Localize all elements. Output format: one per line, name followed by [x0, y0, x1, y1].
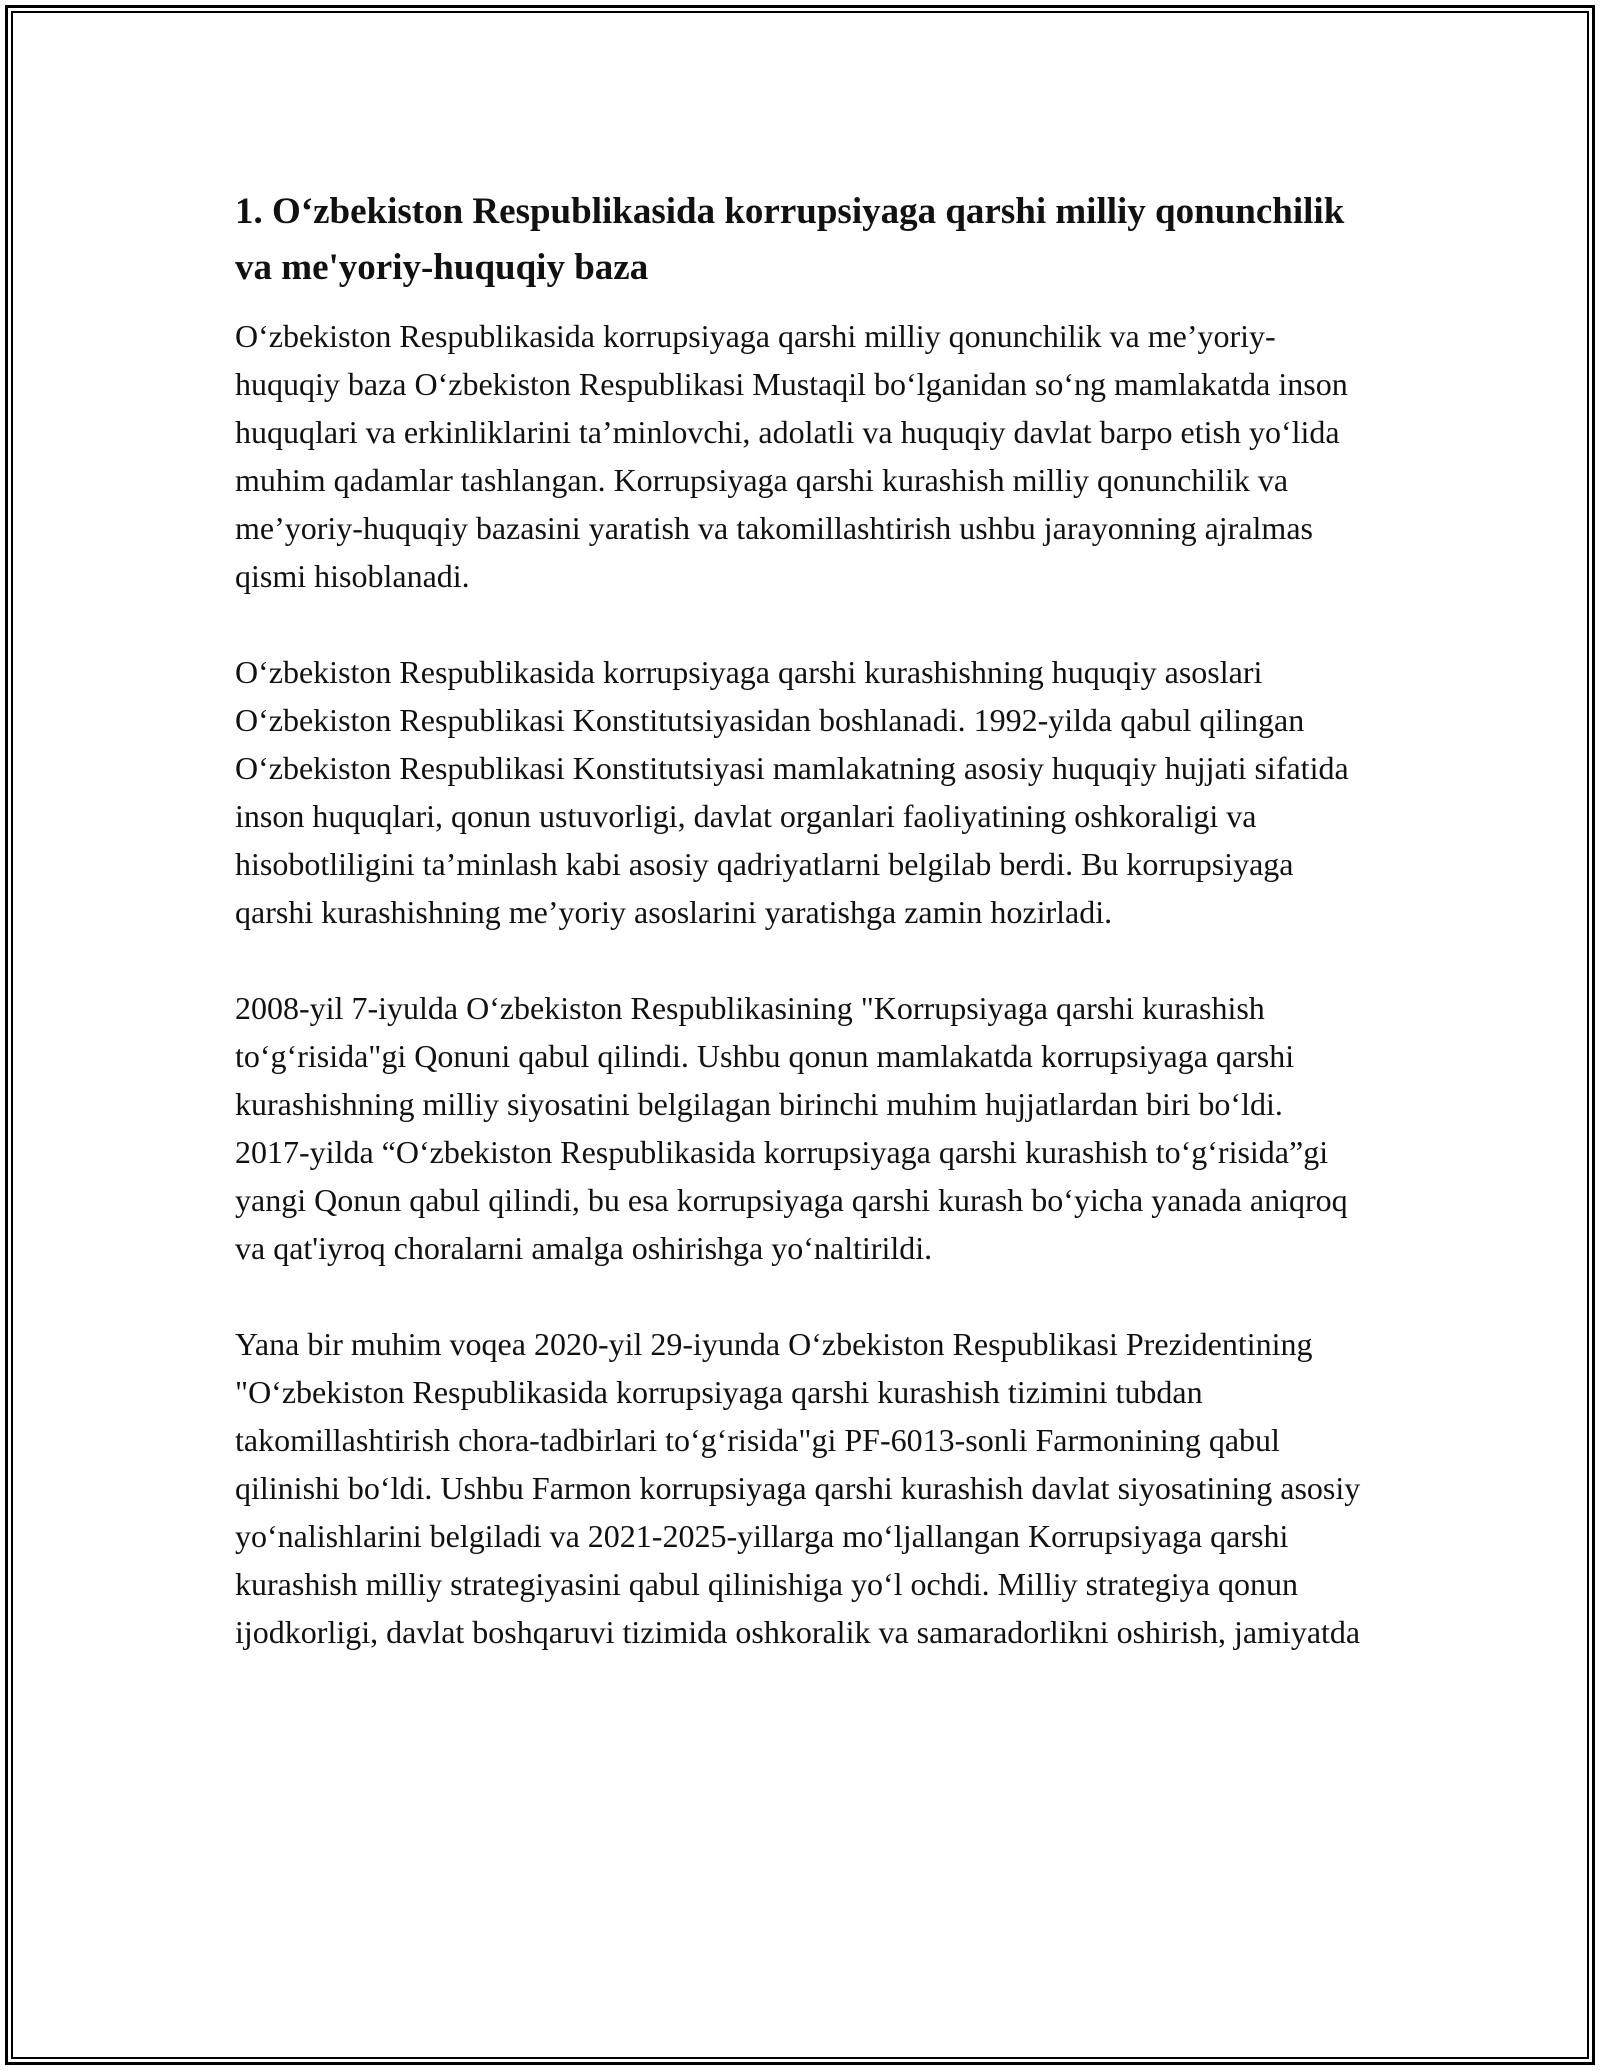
paragraph-2: O‘zbekiston Respublikasida korrupsiyaga qarshi kurashishning huquqiy asoslari O‘zbekiston Respublikasi Konstitutsiyasidan boshlanadi. 1992-yilda qabul qilingan O‘zbekiston Respublikasi Konstitutsiyasi mamlakatning asosiy huquqiy hujjati sifatida inson huquqlari, qonun ustuvorligi, davlat organlari faoliyatining oshkoraligi va hisobotliligini ta’minlash kabi asosiy qadriyatlarni belgilab berdi. Bu korrupsiyaga qarshi kurashishning me’yoriy asoslarini yaratishga zamin hozirladi.: [235, 654, 1349, 930]
paragraph-1: O‘zbekiston Respublikasida korrupsiyaga qarshi milliy qonunchilik va me’yoriy-huquqiy baza O‘zbekiston Respublikasi Mustaqil bo‘lganidan so‘ng mamlakatda inson huquqlari va erkinliklarini ta’minlovchi, adolatli va huquqiy davlat barpo etish yo‘lida muhim qadamlar tashlangan. Korrupsiyaga qarshi kurashish milliy qonunchilik va me’yoriy-huquqiy bazasini yaratish va takomillashtirish ushbu jarayonning ajralmas qismi hisoblanadi.: [235, 318, 1348, 594]
paragraph-3: 2008-yil 7-iyulda O‘zbekiston Respublikasining "Korrupsiyaga qarshi kurashish to‘g‘risida"gi Qonuni qabul qilindi. Ushbu qonun mamlakatda korrupsiyaga qarshi kurashishning milliy siyosatini belgilagan birinchi muhim hujjatlardan biri bo‘ldi. 2017-yilda “O‘zbekiston Respublikasida korrupsiyaga qarshi kurashish to‘g‘risida”gi yangi Qonun qabul qilindi, bu esa korrupsiyaga qarshi kurash bo‘yicha yanada aniqroq va qat'iyroq choralarni amalga oshirishga yo‘naltirildi.: [235, 990, 1348, 1266]
paragraph-4: Yana bir muhim voqea 2020-yil 29-iyunda O‘zbekiston Respublikasi Prezidentining "O‘zbekiston Respublikasida korrupsiyaga qarshi kurashish tizimini tubdan takomillashtirish chora-tadbirlari to‘g‘risida"gi PF-6013-sonli Farmonining qabul qilinishi bo‘ldi. Ushbu Farmon korrupsiyaga qarshi kurashish davlat siyosatining asosiy yo‘nalishlarini belgiladi va 2021-2025-yillarga mo‘ljallangan Korrupsiyaga qarshi kurashish milliy strategiyasini qabul qilinishiga yo‘l ochdi. Milliy strategiya qonun ijodkorligi, davlat boshqaruvi tizimida oshkoralik va samaradorlikni oshirish, jamiyatda: [235, 1326, 1361, 1650]
document-body: [235, 184, 1365, 1704]
section-heading: 1. O‘zbekiston Respublikasida korrupsiyaga qarshi milliy qonunchilik va me'yoriy-huquqiy baza: [235, 191, 1345, 288]
